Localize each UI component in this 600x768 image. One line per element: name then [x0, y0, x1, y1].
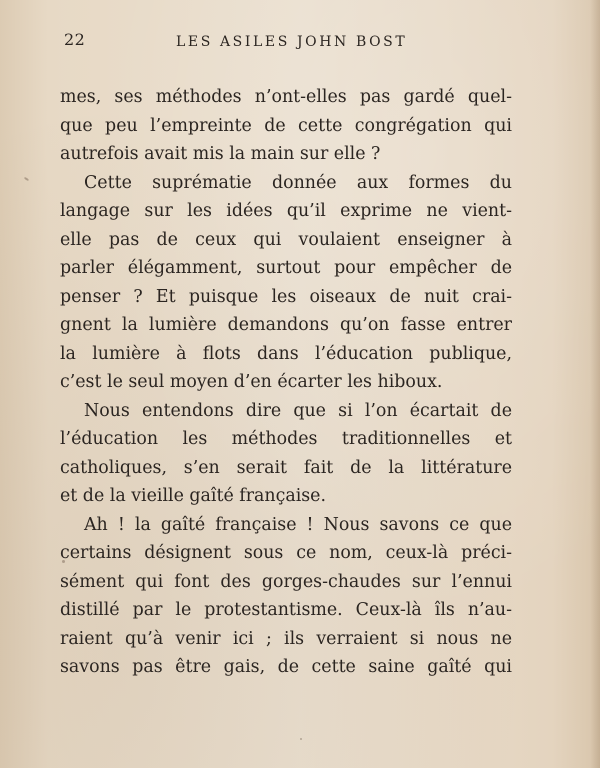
text-line: elle pas de ceux qui voulaient enseigner à	[60, 229, 512, 250]
text-line: Cette suprématie donnée aux formes du	[84, 172, 512, 193]
running-head: LES ASILES JOHN BOST	[176, 34, 408, 50]
text-line: savons pas être gais, de cette saine gaîté qui	[60, 657, 512, 677]
text-line: raient qu’à venir ici ; ils verraient si nous ne	[60, 628, 512, 649]
paper-speck	[300, 738, 302, 740]
text-line: gnent la lumière demandons qu’on fasse entrer	[60, 315, 512, 335]
paper-speck	[62, 560, 65, 563]
text-line: certains désignent sous ce nom, ceux-là préci-	[60, 543, 512, 563]
text-line: Ah ! la gaîté française ! Nous savons ce que	[84, 514, 512, 535]
text-line: catholiques, s’en serait fait de la littérature	[60, 457, 512, 478]
text-line: l’éducation les méthodes traditionnelles et	[60, 429, 512, 449]
page-number: 22	[64, 30, 86, 49]
text-line: langage sur les idées qu’il exprime ne vient-	[60, 201, 512, 221]
text-line: Nous entendons dire que si l’on écartait de	[84, 400, 512, 421]
page-edge-shadow	[590, 0, 600, 768]
text-line: penser ? Et puisque les oiseaux de nuit crai-	[60, 286, 512, 307]
text-line: mes, ses méthodes n’ont-elles pas gardé quel-	[60, 87, 512, 107]
text-line: la lumière à flots dans l’éducation publique,	[60, 343, 512, 364]
body-text	[60, 83, 512, 682]
text-line: autrefois avait mis la main sur elle ?	[60, 144, 381, 164]
paper-speck	[24, 177, 29, 182]
text-line: distillé par le protestantisme. Ceux-là îls n’au-	[60, 600, 512, 620]
text-line: parler élégamment, surtout pour empêcher de	[60, 258, 512, 278]
text-line: sément qui font des gorges-chaudes sur l’ennui	[60, 571, 512, 592]
text-line: et de la vieille gaîté française.	[60, 486, 327, 506]
text-line: c’est le seul moyen d’en écarter les hiboux.	[60, 372, 443, 392]
text-line: que peu l’empreinte de cette congrégation qui	[60, 115, 512, 136]
